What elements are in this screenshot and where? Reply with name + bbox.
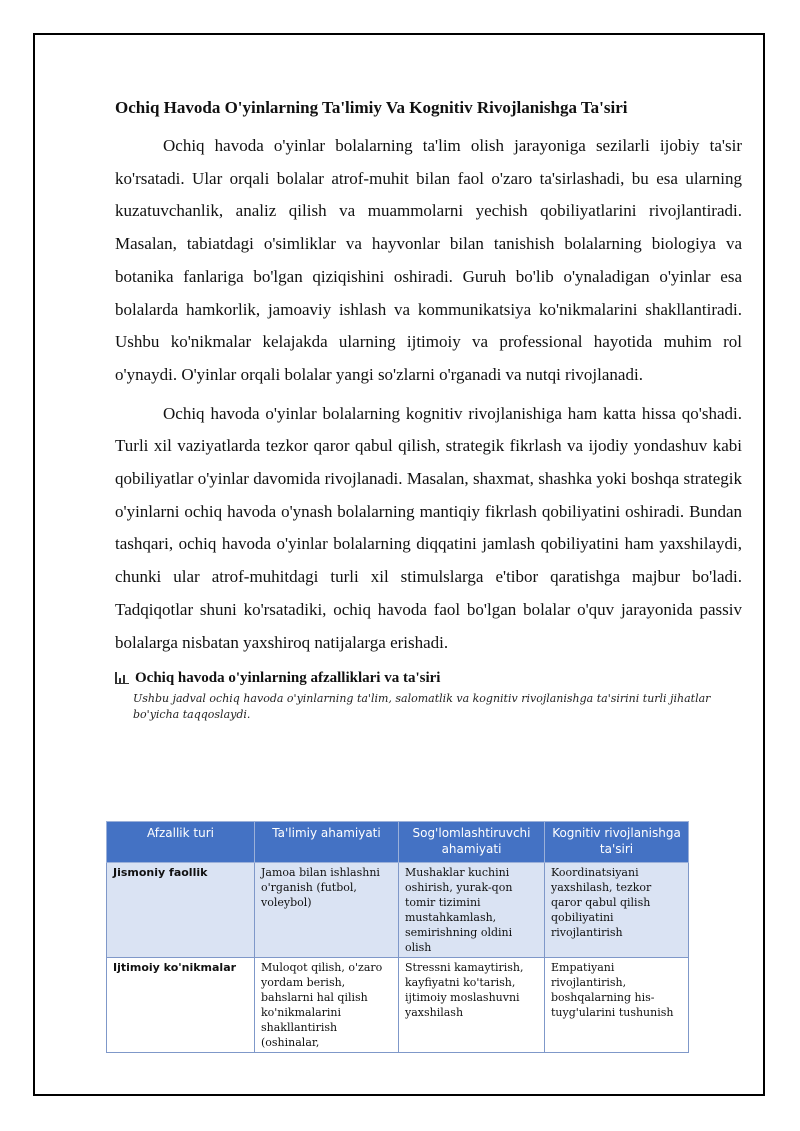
- paragraph-1: Ochiq havoda o'yinlar bolalarning ta'lim olish jarayoniga sezilarli ijobiy ta'sir ko'rsatadi. Ular orqali bolalar atrof-muhit bilan faol o'zaro ta'sirlashadi, bu esa ularning kuzatuvchanlik, analiz qilish va muammolarni yechish qobiliyatlarini rivojlantiradi. Masalan, tabiatdagi o'simliklar va hayvonlar bilan tanishish bolalarning biologiya va botanika fanlariga bo'lgan qiziqishini oshiradi. Guruh bo'lib o'ynaladigan o'yinlar esa bolalarda hamkorlik, jamoaviy ishlash va kommunikatsiya ko'nikmalarini shakllantiradi. Ushbu ko'nikmalar kelajakda ularning ijtimoiy va professional hayotida muhim rol o'ynaydi. O'yinlar orqali bolalar yangi so'zlarni o'rganadi va nutqi rivojlanadi.: [115, 136, 742, 384]
- document-title: Ochiq Havoda O'yinlarning Ta'limiy Va Kognitiv Rivojlanishga Ta'siri: [115, 98, 628, 117]
- table-row-heading: Jismoniy faollik: [107, 863, 255, 958]
- table-caption: [115, 667, 742, 689]
- table-header-cell: Sog'lomlashtiruvchi ahamiyati: [399, 822, 545, 863]
- table-cell: Muloqot qilish, o'zaro yordam berish, bahslarni hal qilish ko'nikmalarini shakllantirish (oshinalar,: [255, 958, 399, 1053]
- table-cell: Empatiyani rivojlantirish, boshqalarning his-tuyg'ularini tushunish: [545, 958, 689, 1053]
- bar-chart-icon: [115, 672, 129, 684]
- table-cell: Koordinatsiyani yaxshilash, tezkor qaror qabul qilish qobiliyatini rivojlantirish: [545, 863, 689, 958]
- table-cell: Mushaklar kuchini oshirish, yurak-qon tomir tizimini mustahkamlash, semirishning oldini olish: [399, 863, 545, 958]
- table-row: [107, 958, 689, 1053]
- table-row-heading: Ijtimoiy ko'nikmalar: [107, 958, 255, 1053]
- table-header-row: [107, 822, 689, 863]
- paragraph-2: Ochiq havoda o'yinlar bolalarning kognitiv rivojlanishiga ham katta hissa qo'shadi. Turli xil vaziyatlarda tezkor qaror qabul qilish, strategik fikrlash va ijodiy yondashuv kabi qobiliyatlar o'yinlar davomida rivojlanadi. Masalan, shaxmat, shashka yoki boshqa strategik o'yinlarni ochiq havoda o'ynash bolalarning mantiqiy fikrlash qobiliyatini oshiradi. Bundan tashqari, ochiq havoda o'yinlar bolalarning diqqatini jamlash qobiliyatini ham yaxshilaydi, chunki ular atrof-muhitdagi turli xil stimulslarga e'tibor qaratishga majbur bo'ladi. Tadqiqotlar shuni ko'rsatadiki, ochiq havoda faol bo'lgan bolalar o'quv jarayonida passiv bolalarga nisbatan yaxshiroq natijalarga erishadi.: [115, 403, 742, 652]
- table-header-cell: Afzallik turi: [107, 822, 255, 863]
- benefits-table: [106, 821, 689, 1053]
- table-cell: Jamoa bilan ishlashni o'rganish (futbol, voleybol): [255, 863, 399, 958]
- table-caption-text: Ochiq havoda o'yinlarning afzalliklari va ta'siri: [135, 670, 441, 687]
- table-row: [107, 863, 689, 958]
- table-cell: Stressni kamaytirish, kayfiyatni ko'tarish, ijtimoiy moslashuvni yaxshilash: [399, 958, 545, 1053]
- document-body: [115, 96, 742, 727]
- table-header-cell: Ta'limiy ahamiyati: [255, 822, 399, 863]
- table-header-cell: Kognitiv rivojlanishga ta'siri: [545, 822, 689, 863]
- table-description: Ushbu jadval ochiq havoda o'yinlarning ta'lim, salomatlik va kognitiv rivojlanishga ta'sirini turli jihatlar bo'yicha taqqoslaydi.: [133, 692, 711, 722]
